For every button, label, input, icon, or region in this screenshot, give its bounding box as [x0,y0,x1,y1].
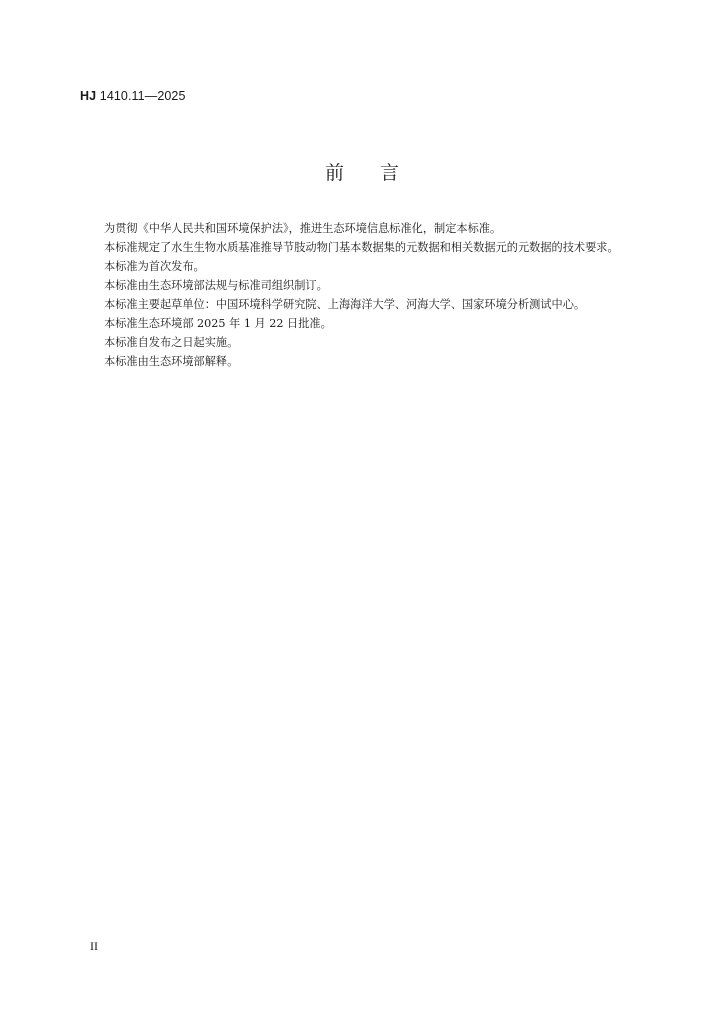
paragraph: 本标准自发布之日起实施。 [104,336,239,349]
standard-number: 1410.11—2025 [99,89,186,103]
section-title: 前言 [324,162,435,184]
paragraph: 本标准生态环境部 2025 年 1 月 22 日批准。 [104,317,332,330]
paragraph: 本标准为首次发布。 [104,260,205,273]
paragraph: 为贯彻《中华人民共和国环境保护法》，推进生态环境信息标准化，制定本标准。 [104,222,502,235]
paragraph: 本标准由生态环境部解释。 [104,355,239,368]
standard-code [80,89,186,103]
paragraph: 本标准由生态环境部法规与标准司组织制订。 [104,279,328,292]
standard-prefix: HJ [80,89,97,103]
paragraph: 本标准主要起草单位：中国环境科学研究院、上海海洋大学、河海大学、国家环境分析测试中心。 [104,298,586,311]
foreword-body [82,219,648,371]
paragraph: 本标准规定了水生生物水质基准推导节肢动物门基本数据集的元数据和相关数据元的元数据的技术要求。 [104,241,619,254]
page-number: II [90,939,98,953]
